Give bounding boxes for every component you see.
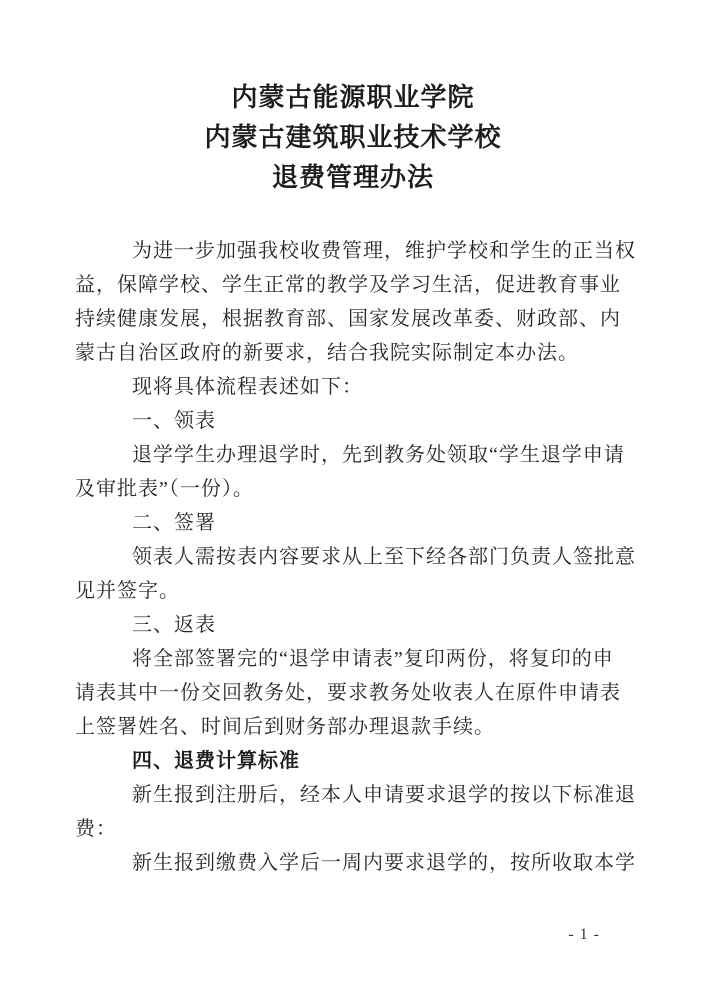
body-line: 新生报到缴费入学后一周内要求退学的，按所收取本学: [132, 852, 636, 874]
section-heading-2: 二、签署: [132, 512, 216, 534]
body-line: 及审批表”（一份）。: [75, 478, 254, 500]
body-line: 请表其中一份交回教务处，要求教务处收表人在原件申请表: [75, 682, 621, 704]
body-line: 持续健康发展，根据教育部、国家发展改革委、财政部、内: [75, 308, 621, 330]
body-line: 见并签字。: [75, 580, 180, 602]
title-line-college: 内蒙古能源职业学院: [231, 83, 475, 112]
body-line: 新生报到注册后，经本人申请要求退学的按以下标准退: [132, 784, 636, 806]
body-line: 费：: [75, 818, 117, 840]
body-line: 益，保障学校、学生正常的教学及学习生活，促进教育事业: [75, 274, 621, 296]
body-line: 上签署姓名、时间后到财务部办理退款手续。: [75, 716, 495, 738]
body-line: 退学学生办理退学时，先到教务处领取“学生退学申请: [132, 444, 625, 466]
document-title: [0, 78, 706, 198]
section-heading-3: 三、返表: [132, 614, 216, 636]
body-line: 为进一步加强我校收费管理，维护学校和学生的正当权: [132, 240, 636, 262]
document-body: [75, 234, 645, 880]
title-line-subject: 退费管理办法: [271, 163, 434, 192]
section-heading-4: 四、退费计算标准: [132, 750, 300, 772]
body-line: 蒙古自治区政府的新要求，结合我院实际制定本办法。: [75, 342, 579, 364]
body-line: 将全部签署完的“退学申请表”复印两份，将复印的申: [132, 648, 614, 670]
section-heading-1: 一、领表: [132, 410, 216, 432]
body-line: 领表人需按表内容要求从上至下经各部门负责人签批意: [132, 546, 636, 568]
title-line-school: 内蒙古建筑职业技术学校: [204, 123, 502, 152]
page-number: - 1 -: [568, 926, 600, 943]
body-line: 现将具体流程表述如下：: [132, 376, 363, 398]
page-footer: [0, 925, 600, 945]
